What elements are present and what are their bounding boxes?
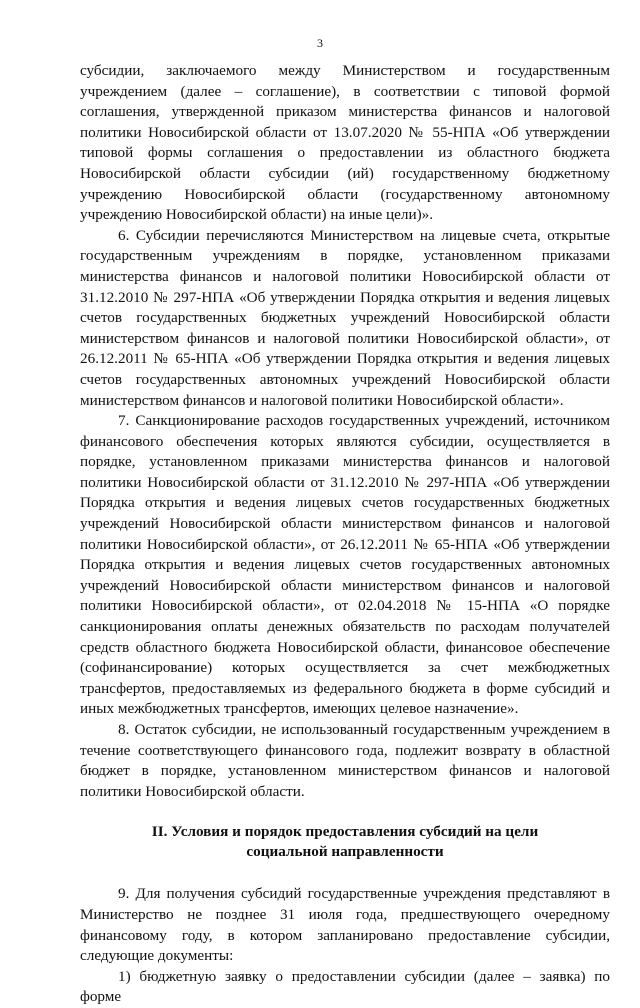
paragraph-continuation: субсидии, заключаемого между Министерством и государственным учреждением (далее – соглашение), в соответствии с типовой формой соглашения, утвержденной приказом министерства финансов и налоговой политики Новосибирской области от 13.07.2020 № 55-НПА «Об утверждении типовой формы соглашения о предоставлении из областного бюджета Новосибирской области субсидии (ий) государственному бюджетному учреждению Новосибирской области (государственному автономному учреждению Новосибирской области) на иные цели)». [80,62,610,224]
paragraph-9: 9. Для получения субсидий государственные учреждения представляют в Министерство не позднее 31 июля года, предшествующего очередному финансовому году, в котором запланировано предоставление субсидии, следующие документы: [80,885,610,965]
page-number: 3 [317,36,323,50]
document-body [80,61,610,1008]
section-heading [135,822,555,862]
section-heading-line-2: социальной направленности [246,843,444,861]
section-heading-line-1: II. Условия и порядок предоставления субсидий на цели [151,823,539,841]
paragraph-6: 6. Субсидии перечисляются Министерством на лицевые счета, открытые государственным учреждениям в порядке, установленном приказами министерства финансов и налоговой политики Новосибирской области от 31.12.2010 № 297-НПА «Об утверждении Порядка открытия и ведения лицевых счетов государственных бюджетных учреждений Новосибирской области министерством финансов и налоговой политики Новосибирской области», от 26.12.2011 № 65-НПА «Об утверждении Порядка открытия и ведения лицевых счетов государственных автономных учреждений Новосибирской области министерством финансов и налоговой политики Новосибирской области». [80,226,610,409]
paragraph-9-item-1: 1) бюджетную заявку о предоставлении субсидии (далее – заявка) по форме [80,967,610,1006]
paragraph-7: 7. Санкционирование расходов государственных учреждений, источником финансового обеспечения которых являются субсидии, осуществляется в порядке, установленном приказами министерства финансов и налоговой политики Новосибирской области от 31.12.2010 № 297-НПА «Об утверждении Порядка открытия и ведения лицевых счетов государственных бюджетных учреждений Новосибирской области министерством финансов и налоговой политики Новосибирской области», от 26.12.2011 № 65-НПА «Об утверждении Порядка открытия и ведения лицевых счетов государственных автономных учреждений Новосибирской области министерством финансов и налоговой политики Новосибирской области», от 02.04.2018 № 15-НПА «О порядке санкционирования оплаты денежных обязательств по расходам получателей средств областного бюджета Новосибирской области, финансовое обеспечение (софинансирование) которых осуществляется за счет межбюджетных трансфертов, предоставляемых из федерального бюджета в форме субсидий и иных межбюджетных трансфертов, имеющих целевое назначение». [80,412,610,718]
paragraph-8: 8. Остаток субсидии, не использованный государственным учреждением в течение соответствующего финансового года, подлежит возврату в областной бюджет в порядке, установленном министерством финансов и налоговой политики Новосибирской области. [80,721,610,800]
